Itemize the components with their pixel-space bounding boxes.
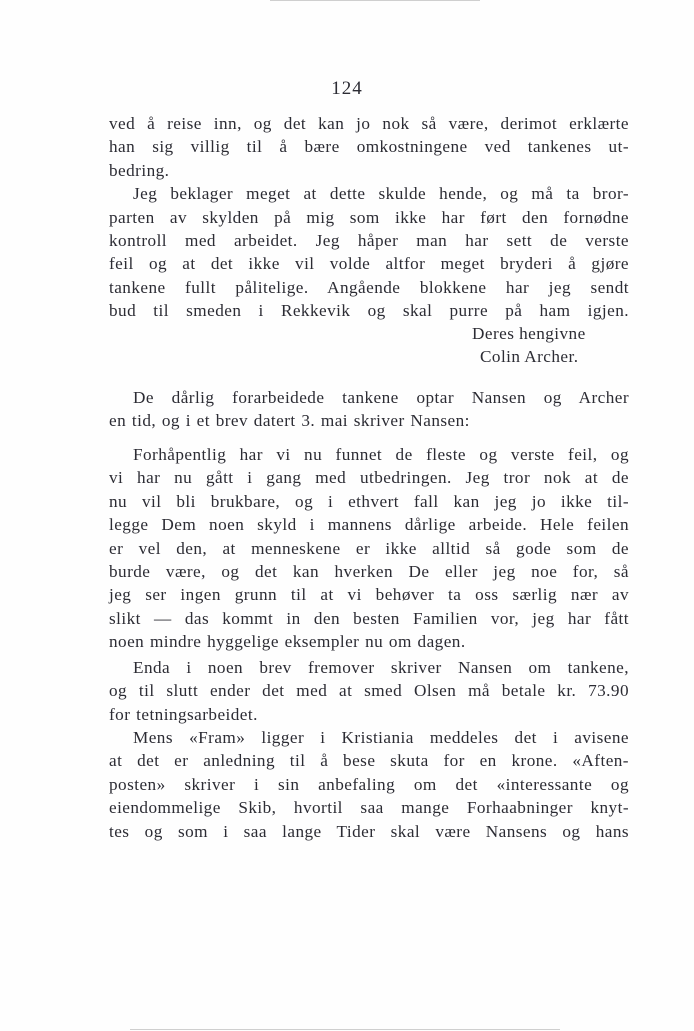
text-line: jeg ser ingen grunn til at vi behøver ta oss særlig nær av — [109, 585, 629, 605]
text-line: parten av skylden på mig som ikke har ført den fornødne — [109, 207, 629, 227]
text-line: slikt — das kommt in den besten Familien vor, jeg har fått — [109, 608, 629, 628]
text-line: Enda i noen brev fremover skriver Nansen om tankene, — [133, 658, 629, 677]
text-line: at det er anledning til å bese skuta for en krone. «Aften- — [109, 751, 629, 771]
text-line: for tetningsarbeidet. — [109, 704, 258, 724]
text-line: kontroll med arbeidet. Jeg håper man har sett de verste — [109, 231, 629, 251]
letter-signature — [472, 322, 586, 369]
top-edge-line — [270, 0, 480, 1]
text-line: nu vil bli brukbare, og i ethvert fall kan jeg jo ikke til- — [109, 491, 629, 511]
text-line: ved å reise inn, og det kan jo nok så være, derimot erklærte — [109, 114, 629, 133]
text-line: bedring. — [109, 160, 170, 180]
text-line: tes og som i saa lange Tider skal være Nansens og hans — [109, 821, 629, 841]
text-line: burde være, og det kan hverken De eller jeg noe for, så — [109, 562, 629, 582]
bottom-edge-line — [130, 1029, 560, 1030]
text-line: feil og at det ikke vil volde altfor meget bryderi å gjøre — [109, 254, 629, 274]
text-line: er vel den, at menneskene er ikke alltid så gode som de — [109, 538, 629, 558]
text-line: noen mindre hyggelige eksempler nu om dagen. — [109, 632, 466, 652]
narrative-paragraph-1 — [109, 386, 629, 433]
text-line: vi har nu gått i gang med utbedringen. Jeg tror nok at de — [109, 468, 629, 488]
text-line: og til slutt ender det med at smed Olsen må betale kr. 73.90 — [109, 681, 629, 701]
text-line: eiendommelige Skib, hvortil saa mange Forhaabninger knyt- — [109, 798, 629, 818]
text-line: han sig villig til å bære omkostningene ved tankenes ut- — [109, 137, 629, 157]
text-line: De dårlig forarbeidede tankene optar Nansen og Archer — [133, 388, 629, 407]
narrative-paragraph-2 — [109, 656, 629, 726]
letter-signer: Colin Archer. — [480, 347, 579, 367]
quoted-letter — [109, 443, 629, 654]
text-line: Mens «Fram» ligger i Kristiania meddeles det i avisene — [133, 728, 629, 747]
page-number: 124 — [331, 78, 363, 99]
text-line: posten» skriver i sin anbefaling om det «interessante og — [109, 774, 629, 794]
text-line: bud til smeden i Rekkevik og skal purre på ham igjen. — [109, 301, 629, 321]
narrative-paragraph-3 — [109, 726, 629, 843]
text-line: Forhåpentlig har vi nu funnet de fleste og verste feil, og — [133, 445, 629, 464]
letter-closing: Deres hengivne — [472, 324, 586, 343]
text-line: en tid, og i et brev datert 3. mai skriver Nansen: — [109, 411, 470, 431]
text-line: Jeg beklager meget at dette skulde hende, og må ta bror- — [133, 184, 629, 204]
text-line: tankene fullt pålitelige. Angående blokkene har jeg sendt — [109, 277, 629, 297]
text-line: legge Dem noen skyld i mannens dårlige arbeide. Hele feilen — [109, 515, 629, 535]
letter-body — [109, 112, 629, 323]
